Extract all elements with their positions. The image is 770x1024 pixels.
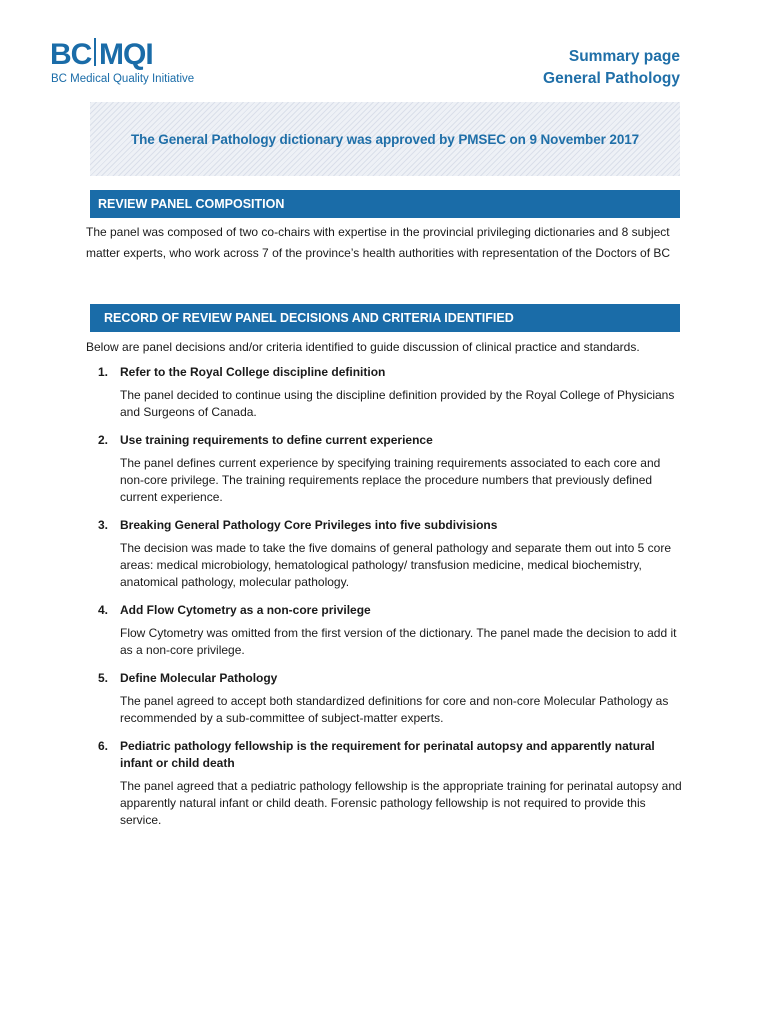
review-panel-heading: REVIEW PANEL COMPOSITION xyxy=(90,190,680,218)
record-heading: RECORD OF REVIEW PANEL DECISIONS AND CRITERIA IDENTIFIED xyxy=(90,304,680,332)
decision-title: Breaking General Pathology Core Privileges into five subdivisions xyxy=(120,518,498,532)
review-panel-text: The panel was composed of two co-chairs with expertise in the provincial privileging dictionaries and 8 subject matter experts, who work across 7 of the province’s health authorities with representation of the Doctors of BC xyxy=(86,225,671,260)
approval-banner xyxy=(90,102,680,176)
decision-title: Refer to the Royal College discipline definition xyxy=(120,365,386,379)
decision-number: 2. xyxy=(98,433,109,447)
decision-item xyxy=(86,432,682,506)
decision-text: The panel defines current experience by specifying training requirements associated to each core and non-core privilege. The training requirements replace the procedure numbers that previously defined current experience. xyxy=(120,456,661,504)
svg-text:BC Medical Quality Initiative: BC Medical Quality Initiative xyxy=(51,73,195,85)
decision-number: 6. xyxy=(98,739,109,753)
decision-item xyxy=(86,670,682,727)
decision-text: The panel agreed to accept both standardized definitions for core and non-core Molecular Pathology as recommended by a sub-committee of subject-matter experts. xyxy=(120,694,669,725)
decision-number: 5. xyxy=(98,671,109,685)
decision-number: 4. xyxy=(98,603,109,617)
decision-text: The panel agreed that a pediatric pathology fellowship is the appropriate training for perinatal autopsy and apparently natural infant or child death. Forensic pathology fellowship is not required to provide this service. xyxy=(120,779,682,827)
decision-item xyxy=(86,602,682,659)
decision-number: 1. xyxy=(98,365,109,379)
bcmqi-logo xyxy=(50,36,220,86)
decision-text: The decision was made to take the five domains of general pathology and separate them out into 5 core areas: medical microbiology, hematological pathology/ transfusion medicine, medical biochemistry, anatomical pathology, molecular pathology. xyxy=(120,541,672,589)
summary-title-block xyxy=(543,46,680,90)
svg-text:BC: BC xyxy=(50,38,92,71)
decision-item xyxy=(86,517,682,591)
svg-text:MQI: MQI xyxy=(99,38,153,71)
decision-text: The panel decided to continue using the discipline definition provided by the Royal College of Physicians and Surgeons of Canada. xyxy=(120,388,675,419)
approval-text: The General Pathology dictionary was approved by PMSEC on 9 November 2017 xyxy=(130,131,640,147)
decision-list xyxy=(86,364,682,840)
summary-title: Summary page xyxy=(568,48,680,65)
decision-item xyxy=(86,738,682,829)
decision-title: Use training requirements to define current experience xyxy=(120,433,433,447)
decision-title: Pediatric pathology fellowship is the requirement for perinatal autopsy and apparently natural infant or child death xyxy=(120,739,655,770)
decision-text: Flow Cytometry was omitted from the first version of the dictionary. The panel made the decision to add it as a non-core privilege. xyxy=(120,626,677,657)
decision-title: Define Molecular Pathology xyxy=(120,671,278,685)
decision-number: 3. xyxy=(98,518,109,532)
record-intro: Below are panel decisions and/or criteria identified to guide discussion of clinical practice and standards. xyxy=(86,340,640,354)
decision-item xyxy=(86,364,682,421)
discipline-title: General Pathology xyxy=(543,70,680,87)
decision-title: Add Flow Cytometry as a non-core privilege xyxy=(120,603,371,617)
